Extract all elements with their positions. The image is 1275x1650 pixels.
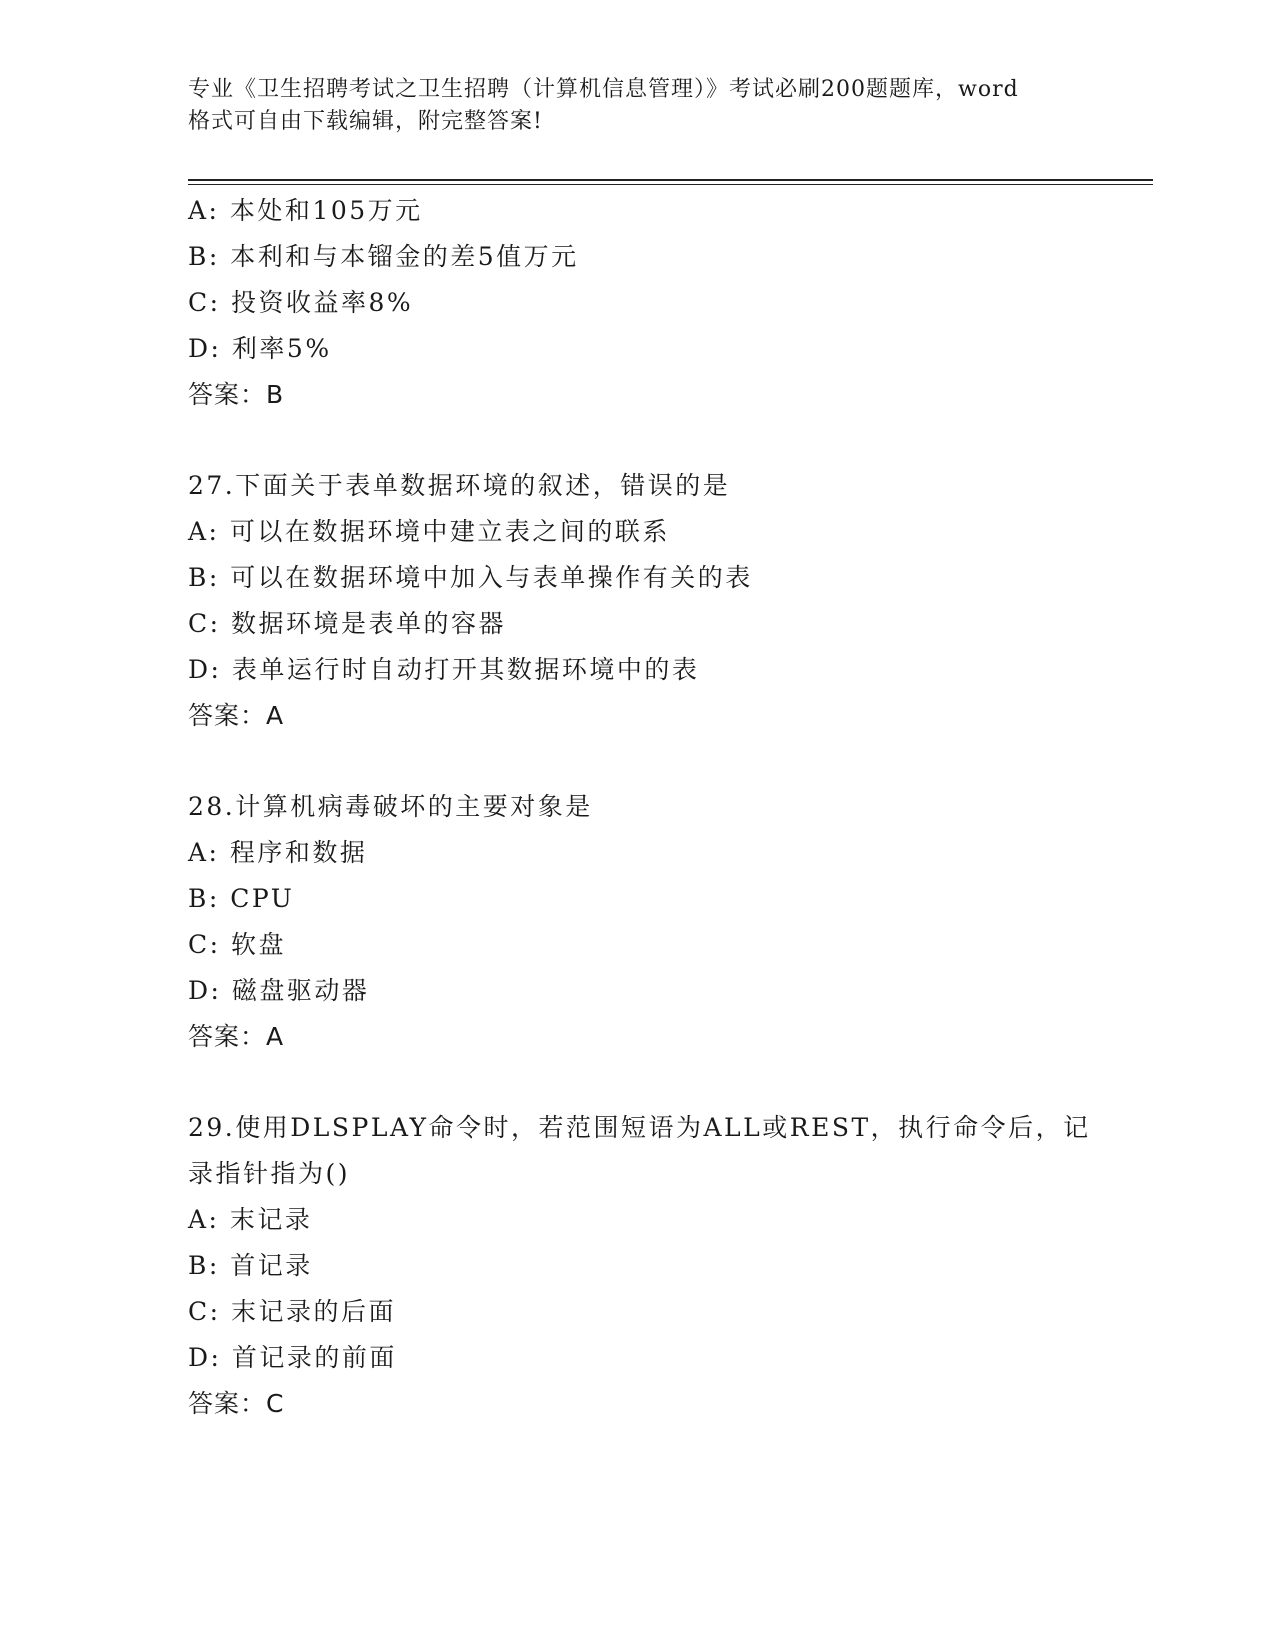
question-block-27 <box>188 463 1088 739</box>
option-a: A: 本处和105万元 <box>188 196 423 225</box>
question-text: 28.计算机病毒破坏的主要对象是 <box>188 792 593 821</box>
question-text: 27.下面关于表单数据环境的叙述，错误的是 <box>188 471 731 500</box>
spacer <box>188 418 1088 463</box>
option-b: B: 首记录 <box>188 1251 313 1280</box>
option-d: D: 利率5% <box>188 334 332 363</box>
answer-line: 答案：C <box>188 1389 285 1418</box>
question-list <box>188 188 1091 1427</box>
spacer <box>188 739 1088 784</box>
option-b: B: CPU <box>188 884 295 913</box>
question-block-28 <box>188 784 1088 1060</box>
option-a: A: 末记录 <box>188 1205 313 1234</box>
option-d: D: 表单运行时自动打开其数据环境中的表 <box>188 655 700 684</box>
option-d: D: 磁盘驱动器 <box>188 976 370 1005</box>
option-b: B: 可以在数据环境中加入与表单操作有关的表 <box>188 563 753 592</box>
option-c: C: 投资收益率8% <box>188 288 414 317</box>
question-text-line-1: 29.使用DLSPLAY命令时，若范围短语为ALL或REST，执行命令后，记 <box>188 1113 1091 1142</box>
option-c: C: 数据环境是表单的容器 <box>188 609 506 638</box>
option-d: D: 首记录的前面 <box>188 1343 397 1372</box>
answer-line: 答案：A <box>188 701 285 730</box>
option-a: A: 可以在数据环境中建立表之间的联系 <box>188 517 670 546</box>
document-header <box>188 74 1088 138</box>
header-title-line-2: 格式可自由下载编辑，附完整答案! <box>188 109 543 134</box>
option-c: C: 软盘 <box>188 930 286 959</box>
answer-line: 答案：A <box>188 1022 285 1051</box>
option-b: B: 本利和与本镏金的差5值万元 <box>188 242 579 271</box>
option-a: A: 程序和数据 <box>188 838 368 867</box>
answer-line: 答案：B <box>188 380 285 409</box>
question-block-26 <box>188 188 1088 418</box>
header-title-line-1: 专业《卫生招聘考试之卫生招聘（计算机信息管理）》考试必刷200题题库，word <box>188 77 1019 102</box>
question-block-29 <box>188 1105 1091 1427</box>
header-divider-thin <box>188 184 1153 185</box>
option-c: C: 末记录的后面 <box>188 1297 396 1326</box>
question-text-line-2: 录指针指为() <box>188 1159 351 1188</box>
spacer <box>188 1060 1088 1105</box>
header-divider-thick <box>188 179 1153 181</box>
